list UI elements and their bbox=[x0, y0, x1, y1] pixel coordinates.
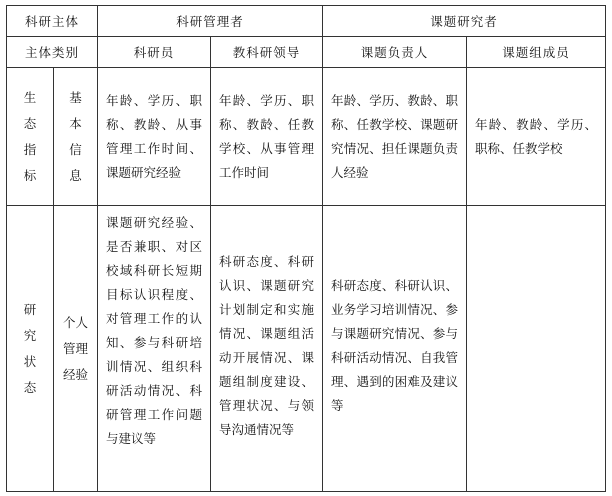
header-subject: 科研主体 bbox=[7, 6, 98, 37]
subcategory-personal-management: 个人 管理 经验 bbox=[54, 206, 98, 492]
subheader-member: 课题组成员 bbox=[467, 37, 606, 68]
cell-leader-research-status: 科研态度、科研认识、课题研究计划制定和实施情况、课题组活动开展情况、课题组制度建设、管理状况、与领导沟通情况等 bbox=[211, 206, 323, 492]
cell-principal-research-status: 科研态度、科研认识、业务学习培训情况、参与课题研究情况、参与科研活动情况、自我管理、遇到的困难及建议等 bbox=[323, 206, 467, 492]
cell-member-basic-info: 年龄、教龄、学历、职称、任教学校 bbox=[467, 68, 606, 206]
cell-staff-research-status: 课题研究经验、是否兼职、对区校域科研长短期目标认识程度、对管理工作的认知、参与科研培训情况、组织科研活动情况、科研管理工作问题与建议等 bbox=[98, 206, 211, 492]
research-subject-table bbox=[6, 5, 606, 492]
category-ecology-indicator: 生 态 指 标 bbox=[7, 68, 54, 206]
subheader-staff: 科研员 bbox=[98, 37, 211, 68]
cell-leader-basic-info: 年龄、学历、职称、教龄、任教学校、从事管理工作时间 bbox=[211, 68, 323, 206]
cell-principal-basic-info: 年龄、学历、教龄、职称、任教学校、课题研究情况、担任课题负责人经验 bbox=[323, 68, 467, 206]
header-researchers: 课题研究者 bbox=[323, 6, 606, 37]
subheader-principal: 课题负责人 bbox=[323, 37, 467, 68]
subheader-type: 主体类别 bbox=[7, 37, 98, 68]
cell-member-research-status bbox=[467, 206, 606, 492]
category-research-status: 研 究 状 态 bbox=[7, 206, 54, 492]
cell-staff-basic-info: 年龄、学历、职称、教龄、从事管理工作时间、课题研究经验 bbox=[98, 68, 211, 206]
subcategory-basic-info: 基 本 信 息 bbox=[54, 68, 98, 206]
header-managers: 科研管理者 bbox=[98, 6, 323, 37]
subheader-leader: 教科研领导 bbox=[211, 37, 323, 68]
